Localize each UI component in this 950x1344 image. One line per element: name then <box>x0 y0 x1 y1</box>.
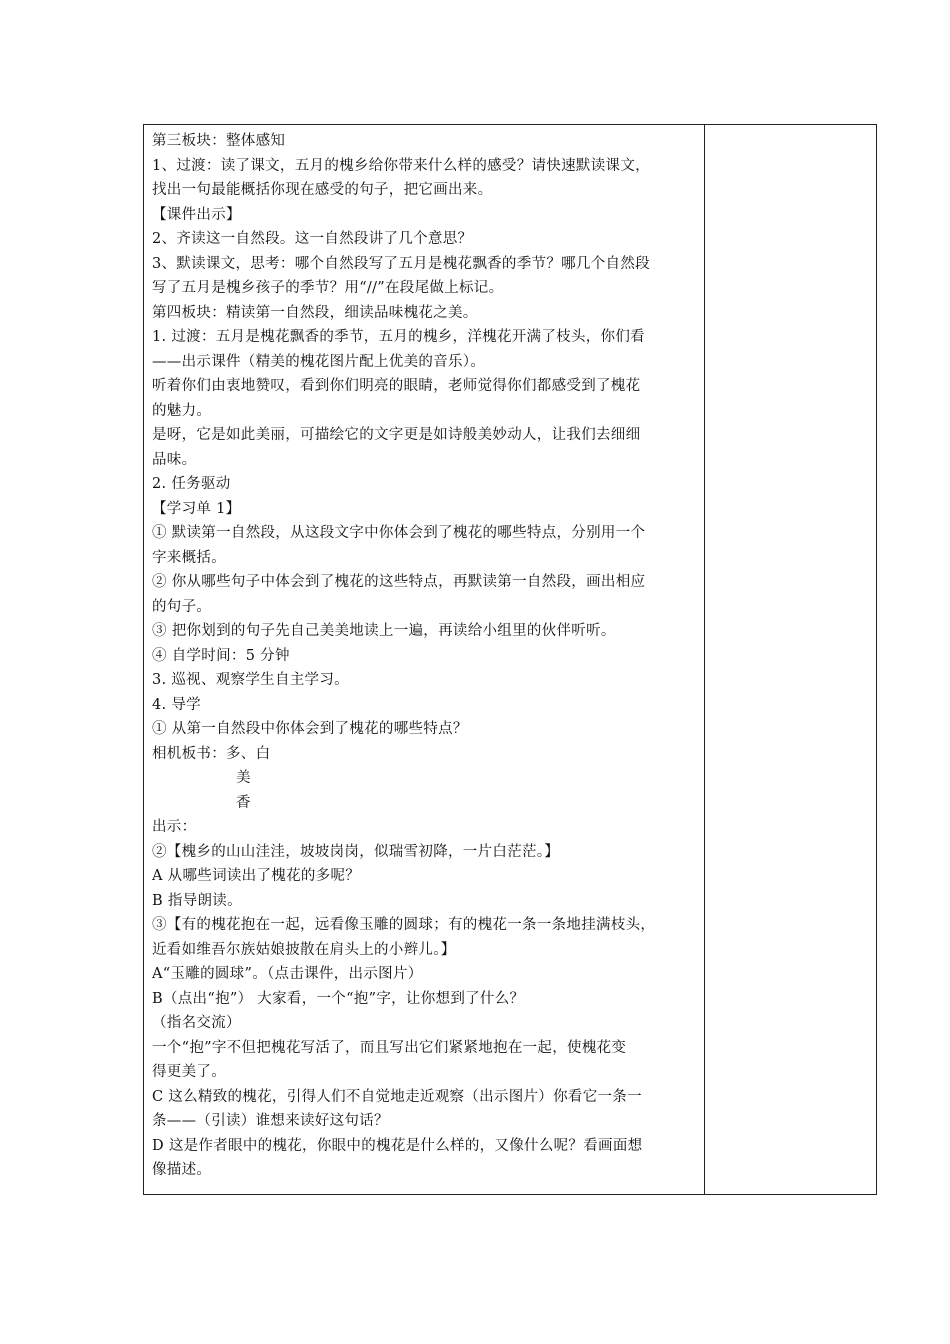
text-line: （指名交流） <box>152 1015 241 1031</box>
text-line: 是呀，它是如此美丽，可描绘它的文字更是如诗般美妙动人，让我们去细细 <box>152 427 641 443</box>
text-line: 相机板书：多、白 <box>152 745 271 762</box>
text-line: A 从哪些词读出了槐花的多呢？ <box>152 868 361 884</box>
text-line: B（点出“抱”） 大家看，一个“抱”字，让你想到了什么？ <box>152 990 525 1007</box>
text-line: 2. 任务驱动 <box>152 476 231 492</box>
text-line: 出示： <box>152 819 197 835</box>
text-line: 4. 导学 <box>152 696 201 713</box>
lower-lines <box>152 815 698 1183</box>
text-line: 的句子。 <box>152 598 212 615</box>
text-line: 第四板块：精读第一自然段，细读品味槐花之美。 <box>152 304 478 321</box>
text-line: 得更美了。 <box>152 1064 226 1080</box>
text-line: D 这是作者眼中的槐花，你眼中的槐花是什么样的，又像什么呢？看画面想 <box>152 1137 643 1154</box>
text-line: 条——（引读）谁想来读好这句话？ <box>152 1113 389 1129</box>
text-line: 【学习单 1】 <box>152 500 241 517</box>
text-line: 第三板块：整体感知 <box>152 133 286 149</box>
text-line: C 这么精致的槐花，引得人们不自觉地走近观察（出示图片）你看它一条一 <box>152 1088 642 1105</box>
main-lines <box>152 129 698 766</box>
text-line: ②【槐乡的山山洼洼，坡坡岗岗，似瑞雪初降，一片白茫茫。】 <box>152 843 560 860</box>
lesson-plan-table <box>143 124 877 1195</box>
text-line: B 指导朗读。 <box>152 892 242 909</box>
text-line: 香 <box>236 794 251 811</box>
text-line: 一个“抱”字不但把槐花写活了，而且写出它们紧紧地抱在一起，使槐花变 <box>152 1039 627 1056</box>
text-line: ② 你从哪些句子中体会到了槐花的这些特点，再默读第一自然段，画出相应 <box>152 574 646 590</box>
text-line: 1. 过渡：五月是槐花飘香的季节，五月的槐乡，洋槐花开满了枝头，你们看 <box>152 329 645 345</box>
board-notes <box>152 766 698 815</box>
text-line: 的魅力。 <box>152 402 212 419</box>
text-line: 3. 巡视、观察学生自主学习。 <box>152 672 349 688</box>
text-line: 找出一句最能概括你现在感受的句子，把它画出来。 <box>152 182 493 198</box>
text-line: 品味。 <box>152 451 197 468</box>
text-line: A“玉雕的圆球”。（点击课件，出示图片） <box>152 966 423 982</box>
text-line: 像描述。 <box>152 1162 212 1178</box>
text-line: 听着你们由衷地赞叹，看到你们明亮的眼睛，老师觉得你们都感受到了槐花 <box>152 378 641 394</box>
text-line: 1、过渡：读了课文，五月的槐乡给你带来什么样的感受？请快速默读课文， <box>152 157 650 174</box>
text-line: 2、齐读这一自然段。这一自然段讲了几个意思？ <box>152 231 473 247</box>
text-line: ③【有的槐花抱在一起，远看像玉雕的圆球；有的槐花一条一条地挂满枝头， <box>152 917 656 933</box>
text-line: 【课件出示】 <box>152 206 241 223</box>
text-line: 美 <box>236 770 251 786</box>
text-line: 近看如维吾尔族姑娘披散在肩头上的小辫儿。】 <box>152 941 456 958</box>
text-line: ① 从第一自然段中你体会到了槐花的哪些特点？ <box>152 721 468 737</box>
lesson-content-cell <box>144 125 705 1194</box>
text-line: ③ 把你划到的句子先自己美美地读上一遍，再读给小组里的伙伴听听。 <box>152 623 616 639</box>
text-line: ① 默读第一自然段，从这段文字中你体会到了槐花的哪些特点，分别用一个 <box>152 525 646 541</box>
text-line: 3、默读课文，思考：哪个自然段写了五月是槐花飘香的季节？哪几个自然段 <box>152 255 650 272</box>
text-line: ④ 自学时间：5 分钟 <box>152 647 290 664</box>
text-line: 写了五月是槐乡孩子的季节？用“//”在段尾做上标记。 <box>152 280 504 296</box>
text-line: 字来概括。 <box>152 549 226 566</box>
notes-cell <box>705 125 876 1194</box>
text-line: ——出示课件（精美的槐花图片配上优美的音乐）。 <box>152 353 486 370</box>
